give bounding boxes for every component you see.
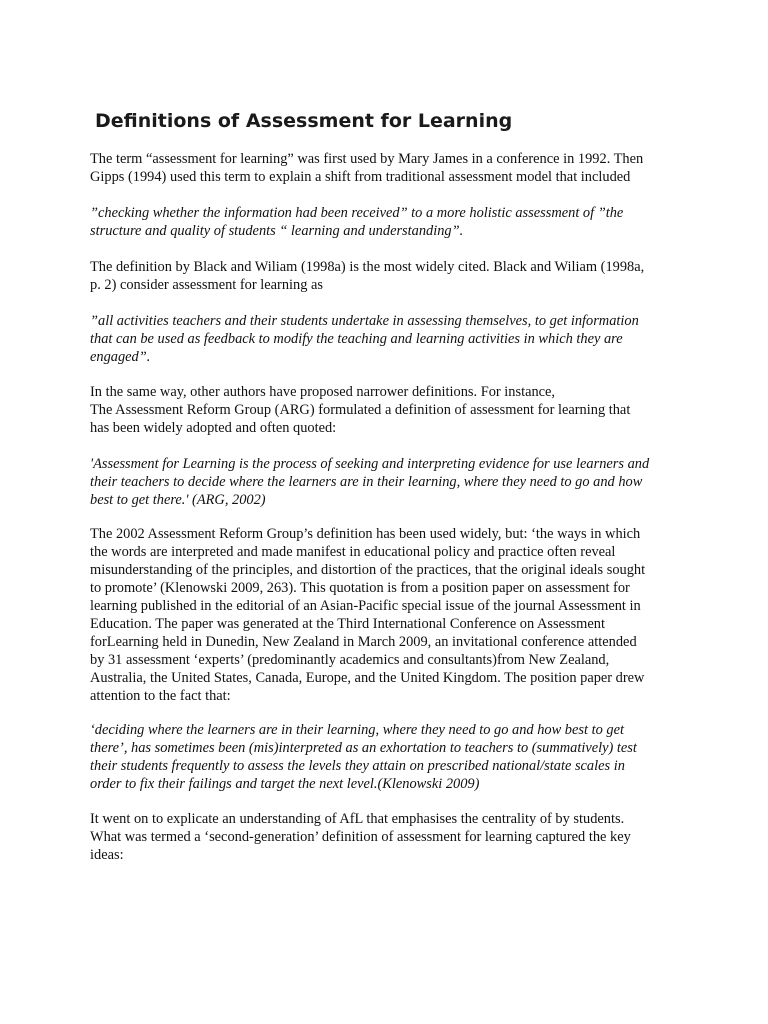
text-line: ideas: <box>90 847 124 863</box>
quote-line: engaged”. <box>90 349 151 365</box>
quote-arg <box>90 455 690 509</box>
paragraph-afl <box>90 810 690 864</box>
document-title: Definitions of Assessment for Learning <box>95 110 513 132</box>
text-line: It went on to explicate an understanding of AfL that emphasises the centrality of by students. <box>90 811 625 827</box>
text-line: the words are interpreted and made manifest in educational policy and practice often reveal <box>90 544 616 560</box>
text-line: forLearning held in Dunedin, New Zealand in March 2009, an invitational conference attended <box>90 634 637 650</box>
quote-black-wiliam <box>90 312 690 366</box>
quote-line: structure and quality of students “ learning and understanding”. <box>90 223 464 239</box>
quote-line: there’, has sometimes been (mis)interpreted as an exhortation to teachers to (summatively) test <box>90 740 637 756</box>
text-line: Australia, the United States, Canada, Europe, and the United Kingdom. The position paper drew <box>90 670 645 686</box>
text-line: attention to the fact that: <box>90 688 231 704</box>
quote-line: their students frequently to assess the levels they attain on prescribed national/state scales in <box>90 758 625 774</box>
paragraph-black-wiliam <box>90 258 690 294</box>
text-line: The 2002 Assessment Reform Group’s definition has been used widely, but: ‘the ways in which <box>90 526 641 542</box>
text-line: The definition by Black and Wiliam (1998a) is the most widely cited. Black and Wiliam (1998a, <box>90 259 645 275</box>
quote-line: 'Assessment for Learning is the process of seeking and interpreting evidence for use learners and <box>90 456 650 472</box>
paragraph-intro <box>90 150 690 186</box>
quote-line: their teachers to decide where the learners are in their learning, where they need to go and how <box>90 474 643 490</box>
text-line: The Assessment Reform Group (ARG) formulated a definition of assessment for learning that <box>90 402 631 418</box>
quote-line: order to fix their failings and target the next level.(Klenowski 2009) <box>90 776 480 792</box>
quote-line: that can be used as feedback to modify the teaching and learning activities in which they are <box>90 331 623 347</box>
paragraph-arg <box>90 383 690 437</box>
text-line: What was termed a ‘second-generation’ definition of assessment for learning captured the key <box>90 829 631 845</box>
quote-klenowski <box>90 721 690 793</box>
text-line: misunderstanding of the principles, and distortion of the practices, that the original ideals sought <box>90 562 646 578</box>
text-line: Gipps (1994) used this term to explain a shift from traditional assessment model that included <box>90 169 631 185</box>
quote-line: ”all activities teachers and their students undertake in assessing themselves, to get information <box>90 313 639 329</box>
quote-line: ”checking whether the information had been received” to a more holistic assessment of ”the <box>90 205 624 221</box>
text-line: learning published in the editorial of an Asian-Pacific special issue of the journal Assessment in <box>90 598 641 614</box>
text-line: In the same way, other authors have proposed narrower definitions. For instance, <box>90 384 556 400</box>
text-line: p. 2) consider assessment for learning as <box>90 277 323 293</box>
quote-line: ‘deciding where the learners are in their learning, where they need to go and how best to get <box>90 722 624 738</box>
text-line: The term “assessment for learning” was first used by Mary James in a conference in 1992. Then <box>90 151 644 167</box>
text-line: to promote’ (Klenowski 2009, 263). This quotation is from a position paper on assessment for <box>90 580 630 596</box>
quote-line: best to get there.' (ARG, 2002) <box>90 492 266 508</box>
quote-gipps <box>90 204 690 240</box>
text-line: by 31 assessment ‘experts’ (predominantly academics and consultants)from New Zealand, <box>90 652 610 668</box>
text-line: Education. The paper was generated at the Third International Conference on Assessment <box>90 616 605 632</box>
paragraph-klenowski <box>90 525 690 705</box>
text-line: has been widely adopted and often quoted: <box>90 420 337 436</box>
